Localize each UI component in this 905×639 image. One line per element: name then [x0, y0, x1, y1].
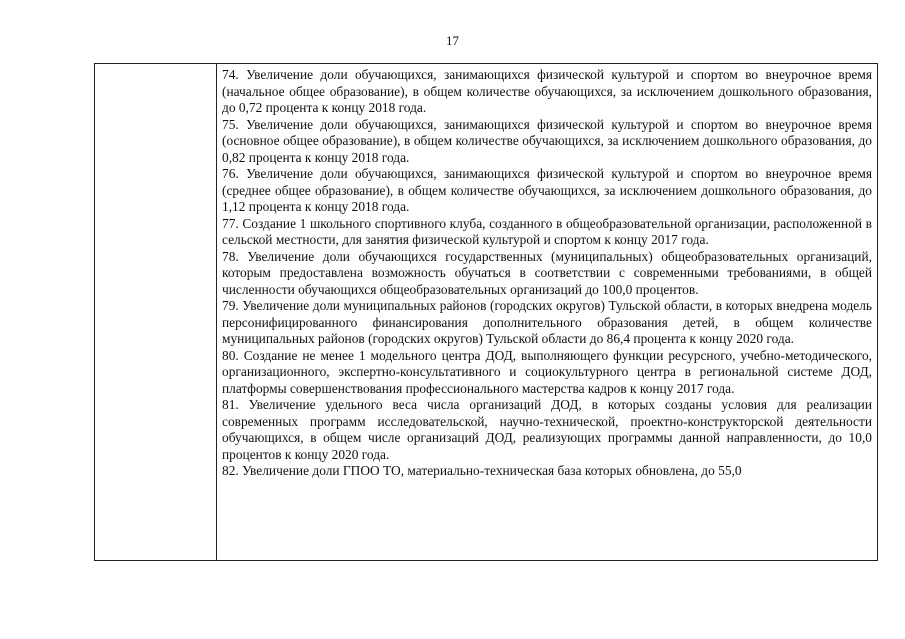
page-number: 17	[446, 33, 459, 48]
indicator-item-82: 82. Увеличение доли ГПОО ТО, материально-техническая база которых обновлена, до 55,0	[222, 463, 742, 478]
column-divider	[216, 64, 217, 560]
indicator-item-75: 75. Увеличение доли обучающихся, занимающихся физической культурой и спортом во внеурочное время (основное общее образование), в общем количестве обучающихся, за исключением дошкольного образования, до 0,82 процента к концу 2018 года.	[222, 116, 872, 165]
indicator-item-76: 76. Увеличение доли обучающихся, занимающихся физической культурой и спортом во внеурочное время (среднее общее образование), в общем количестве обучающихся, за исключением дошкольного образования, до 1,12 процента к концу 2018 года.	[222, 166, 872, 214]
indicator-item-81: 81. Увеличение удельного веса числа организаций ДОД, в которых созданы условия для реализации современных программ исследовательской, научно-технической, проектно-конструкторской деятельности обучающихся, в общем числе организаций ДОД, реализующих программы данной направленности, до 10,0 процентов к концу 2020 года.	[222, 397, 872, 462]
table-right-cell	[222, 67, 872, 560]
indicator-item-80: 80. Создание не менее 1 модельного центра ДОД, выполняющего функции ресурсного, учебно-методического, организационного, экспертно-консультативного и социокультурного центра в региональной системе ДОД, платформы совершенствования профессионального мастерства кадров к концу 2017 года.	[222, 347, 872, 396]
indicator-item-74: 74. Увеличение доли обучающихся, занимающихся физической культурой и спортом во внеурочное время (начальное общее образование), в общем количестве обучающихся, за исключением дошкольного образования, до 0,72 процента к концу 2018 года.	[222, 67, 872, 115]
indicators-table	[94, 63, 878, 561]
indicator-item-77: 77. Создание 1 школьного спортивного клуба, созданного в общеобразовательной организации, расположенной в сельской местности, для занятия физической культурой и спортом к концу 2017 года.	[222, 215, 872, 247]
indicator-item-79: 79. Увеличение доли муниципальных районов (городских округов) Тульской области, в которых внедрена модель персонифицированного финансирования дополнительного образования детей, в общем количестве муниципальных районов (городских округов) Тульской области до 86,4 процента к концу 2020 года.	[222, 298, 872, 346]
indicator-item-78: 78. Увеличение доли обучающихся государственных (муниципальных) общеобразовательных организаций, которым предоставлена возможность обучаться в соответствии с современными требованиями, в общей численности обучающихся общеобразовательных организаций до 100,0 процентов.	[222, 248, 872, 297]
table-left-cell	[95, 64, 216, 560]
